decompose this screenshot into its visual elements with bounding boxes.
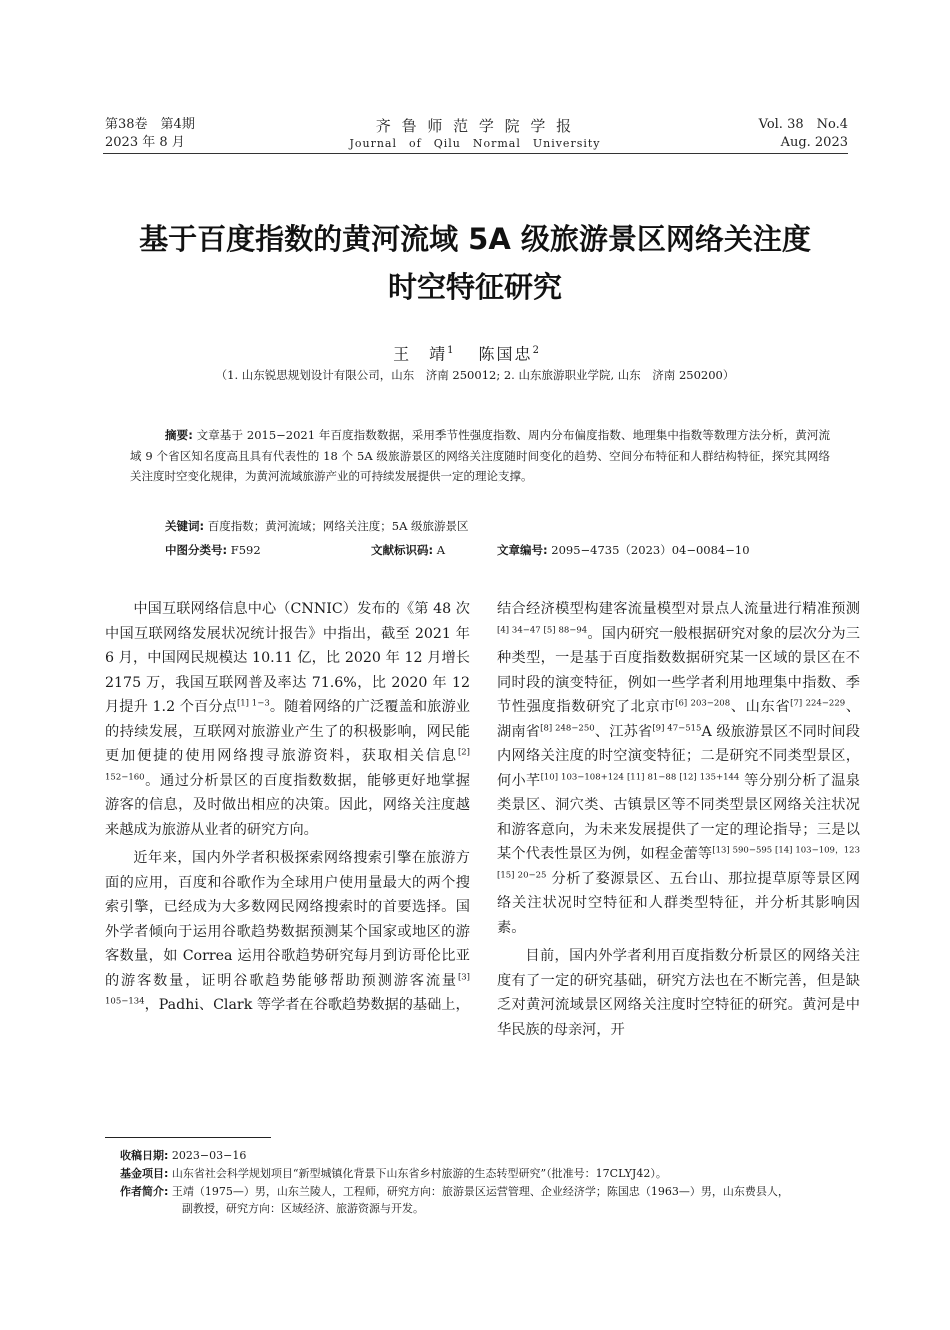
text-run: 、山东省 [730, 699, 791, 715]
author-1: 王 靖 [393, 344, 448, 364]
citation: [3] 105−134 [105, 971, 470, 1007]
fund-value: 山东省社会科学规划项目“新型城镇化背景下山东省乡村旅游的生态转型研究”（批准号：17CLYJ42）。 [171, 1167, 667, 1180]
doc-code-value: A [436, 543, 446, 557]
abstract [130, 425, 830, 487]
text-run: 、江苏省 [594, 723, 653, 740]
text-run: A 级旅游景区不同时间段内网络关注度的时空演变特征；二是研究不同类型景区，何小芊 [497, 723, 860, 789]
paragraph [105, 597, 470, 842]
text-run: ，Padhi、Clark 等学者在谷歌趋势数据的基础上， [144, 997, 470, 1013]
doc-code-label: 文献标识码: [371, 543, 434, 557]
keywords [165, 517, 830, 535]
text-run: 、湖南省 [497, 699, 861, 740]
citation: [6] 203−208 [675, 698, 731, 709]
article-number-value: 2095−4735（2023）04−0084−10 [551, 543, 750, 557]
author-1-affil: 1 [447, 345, 454, 356]
paragraph [497, 597, 860, 940]
footnote-author-bio [120, 1183, 860, 1217]
received-value: 2023−03−16 [171, 1149, 247, 1162]
publication-date-en: Aug. 2023 [780, 135, 848, 150]
text-run: 。通过分析景区的百度指数数据，能够更好地掌握游客的信息，及时做出相应的决策。因此，网络关注度越来越成为旅游从业者的研究方向。 [105, 772, 470, 838]
footnote-rule [105, 1137, 271, 1138]
volume-issue-en: Vol. 38 No.4 [758, 117, 848, 132]
author-list [200, 340, 750, 365]
text-run: 等分别分析了温泉类景区、洞穴类、古镇景区等不同类型景区网络关注状况和游客意向，为未来发展提供了一定的理论指导；三是以某个代表性景区为例，如程金蕾等 [497, 772, 860, 862]
title-line-1: 基于百度指数的黄河流域 5A 级旅游景区网络关注度 [139, 222, 811, 256]
document-code [371, 541, 445, 559]
volume-issue: 第38卷 第4期 [105, 117, 195, 132]
abstract-text: 文章基于 2015−2021 年百度指数数据，采用季节性强度指数、周内分布偏度指数、地理集中指数等数理方法分析，黄河流域 9 个省区知名度高且具有代表性的 18 个 5A 级旅游景区的网络关注度随时间变化的趋势、空间分布特征和人群结构特征，探究其网络关注度时空变化规律，为黄河流域旅游产业的可持续发展提供一定的理论支撑。 [130, 428, 830, 483]
author-bio-value-1: 王靖（1975—）男，山东兰陵人，工程师，研究方向：旅游景区运营管理、企业经济学；陈国忠（1963—）男，山东费县人， [171, 1185, 789, 1198]
journal-name-en: Journal of Qilu Normal University [349, 137, 601, 150]
citation: [9] 47−515 [652, 722, 702, 733]
journal-name [325, 116, 625, 152]
citation: [13] 590−595 [14] 103−109，123 [15] 20−25 [497, 845, 860, 880]
affiliations: （1. 山东锐思规划设计有限公司，山东 济南 250012; 2. 山东旅游职业学院, 山东 济南 250200） [215, 368, 735, 382]
fund-label: 基金项目: [120, 1167, 169, 1180]
keywords-text: 百度指数；黄河流域；网络关注度；5A 级旅游景区 [207, 519, 469, 533]
clc-label: 中图分类号: [165, 543, 228, 557]
author-2-affil: 2 [532, 345, 539, 356]
title-line-2: 时空特征研究 [387, 270, 562, 304]
text-run: 近年来，国内外学者积极探索网络搜索引擎在旅游方面的应用，百度和谷歌作为全球用户使用量最大的两个搜索引擎，已经成为大多数网民网络搜索时的首要选择。国外学者倾向于运用谷歌趋势数据预测某个国家或地区的游客数量，如 Correa 运用谷歌趋势研究每月到访哥伦比亚的游客数量，证明谷歌趋势能够帮助预测游客流量 [105, 850, 470, 989]
paragraph [105, 846, 470, 1018]
body-column-right [497, 597, 860, 1042]
citation: [8] 248−250 [540, 722, 595, 733]
text-run: 中国互联网络信息中心（CNNIC）发布的《第 48 次中国互联网络发展状况统计报告》中指出，截至 2021 年 6 月，中国网民规模达 10.11 亿，比 2020 年 12 月增长 2175 万，我国互联网普及率达 71.6%，比 2020 年 12 月提升 1.2 个百分点 [105, 601, 470, 715]
text-run: 。国内研究一般根据研究对象的层次分为三种类型，一是基于百度指数数据研究某一区域的景区在不同时段的演变特征，例如一些学者利用地理集中指数、季节性强度指数研究了北京市 [497, 625, 860, 715]
journal-volume-info-en [700, 116, 848, 152]
clc-value: F592 [230, 543, 261, 557]
article-number-label: 文章编号: [497, 543, 548, 557]
journal-name-cn: 齐 鲁 师 范 学 院 学 报 [375, 117, 575, 135]
author-bio-label: 作者简介: [120, 1185, 169, 1198]
publication-date: 2023 年 8 月 [105, 135, 185, 150]
citation: [4] 34−47 [5] 88−94 [497, 624, 588, 635]
footnote-received [120, 1147, 860, 1164]
clc-number [165, 541, 261, 559]
text-run: 分析了婺源景区、五台山、那拉提草原等景区网络关注状况时空特征和人群类型特征，并分析其影响因素。 [497, 870, 860, 936]
author-2: 陈国忠 [478, 344, 533, 364]
citation: [10] 103−108+124 [11] 81−88 [12] 135+144 [540, 771, 740, 782]
abstract-label: 摘要: [165, 428, 193, 442]
received-label: 收稿日期: [120, 1149, 169, 1162]
paragraph: 目前，国内外学者利用百度指数分析景区的网络关注度有了一定的研究基础，研究方法也在不断完善，但是缺乏对黄河流域景区网络关注度时空特征的研究。黄河是中华民族的母亲河，开 [497, 948, 860, 1038]
text-run: 结合经济模型构建客流量模型对景点人流量进行精准预测 [497, 601, 860, 617]
article-number [497, 541, 750, 559]
citation: [1] 1−3 [236, 698, 270, 709]
footnote-fund [120, 1165, 860, 1182]
text-run: 。随着网络的广泛覆盖和旅游业的持续发展，互联网对旅游业产生了的积极影响，网民能更加便捷的使用网络搜寻旅游资料，获取相关信息 [105, 699, 470, 764]
header-rule [103, 153, 848, 154]
author-bio-value-2: 副教授，研究方向：区域经济、旅游资源与开发。 [182, 1202, 424, 1215]
paper-title [75, 215, 875, 311]
body-column-left [105, 597, 470, 1018]
citation: [2] 152−160 [105, 747, 470, 782]
citation: [7] 224−229 [790, 698, 846, 709]
journal-volume-info [105, 116, 305, 152]
keywords-label: 关键词: [165, 519, 205, 533]
